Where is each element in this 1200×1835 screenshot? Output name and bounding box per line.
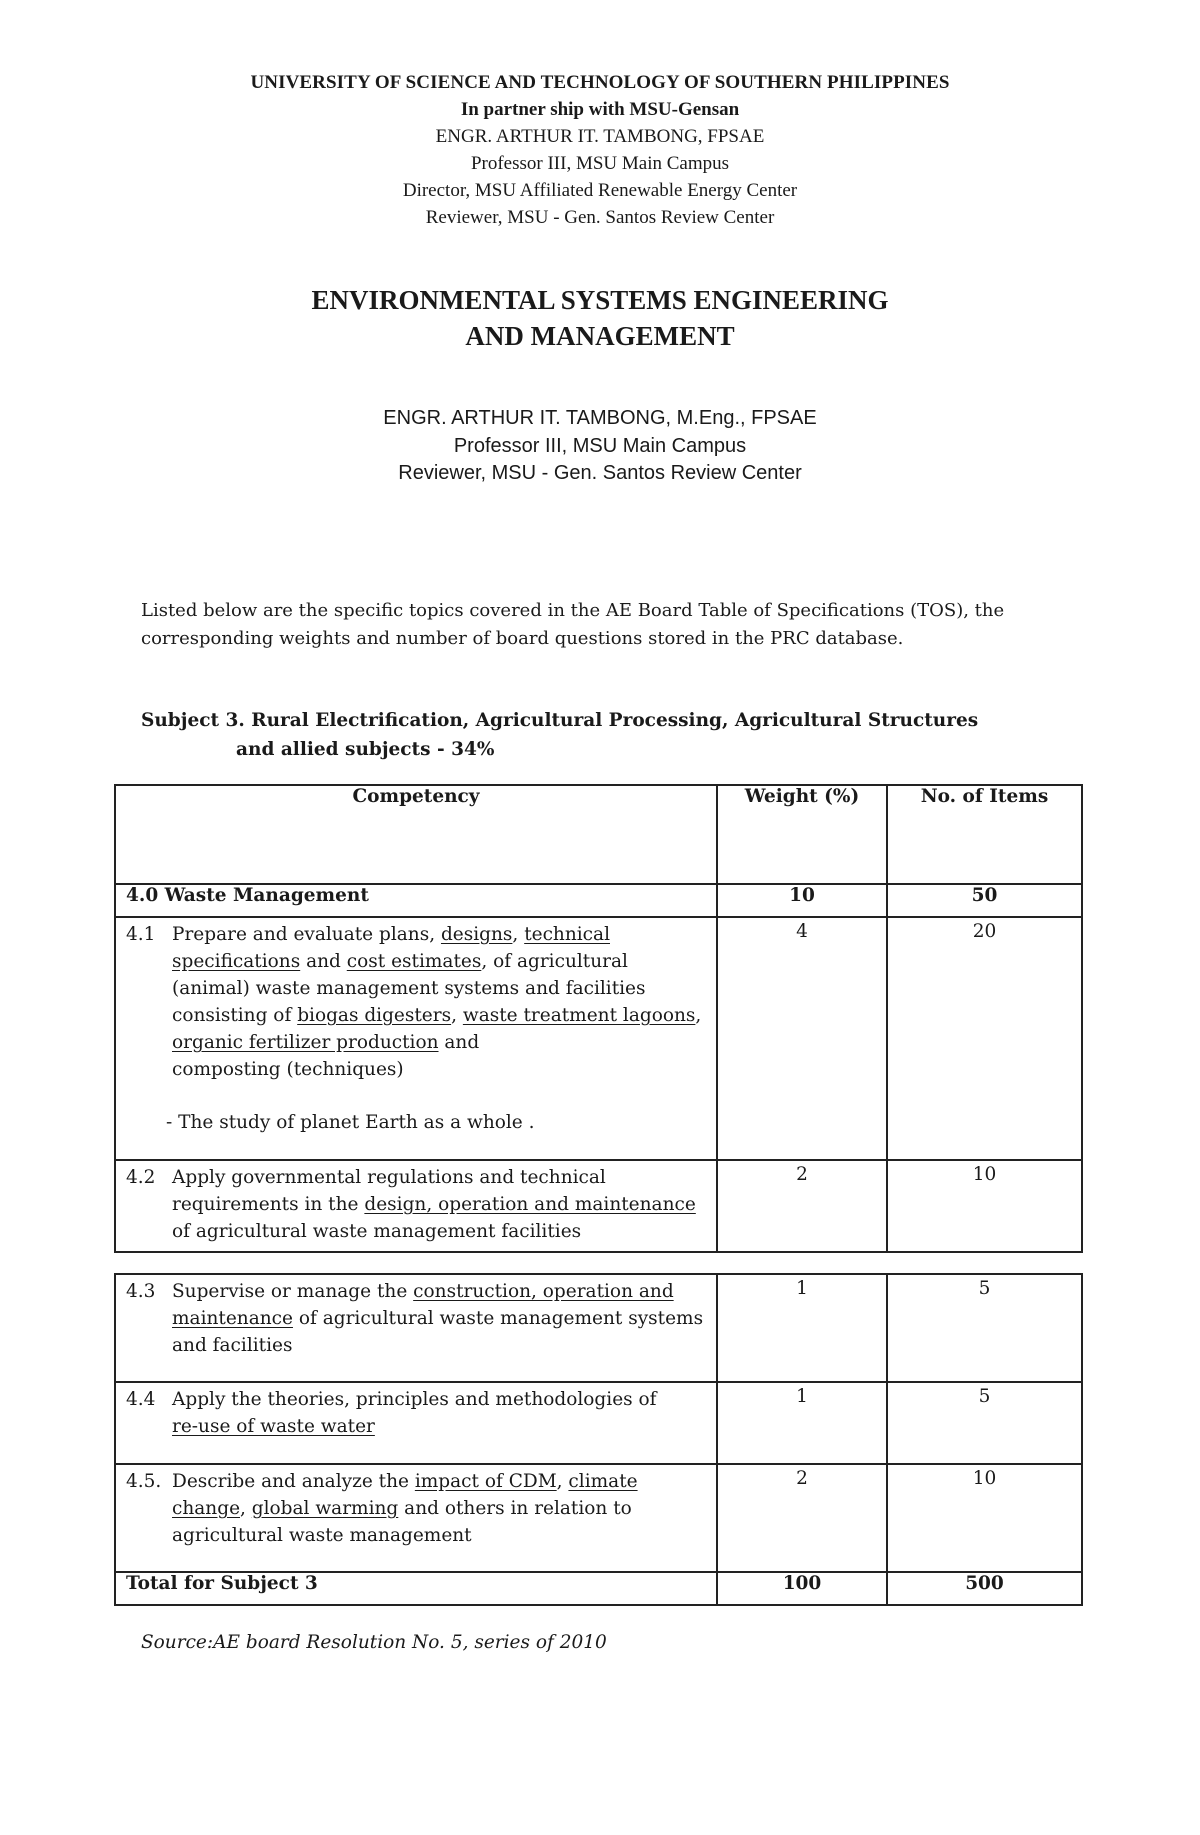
item-number: 4.5.: [126, 1471, 162, 1492]
header-competency: Competency: [115, 785, 717, 884]
source-note: Source:AE board Resolution No. 5, series of 2010: [141, 1632, 607, 1653]
weight-cell: 1: [717, 1274, 887, 1382]
table-row: [115, 1274, 1082, 1382]
section-label: 4.0 Waste Management: [115, 884, 717, 917]
competency-note: - The study of planet Earth as a whole .: [166, 1112, 535, 1133]
title-line-1: ENVIRONMENTAL SYSTEMS ENGINEERING: [311, 285, 889, 315]
items-cell: 10: [887, 1160, 1082, 1252]
author-name: ENGR. ARTHUR IT. TAMBONG, M.Eng., FPSAE: [383, 407, 817, 429]
table-header-row: [115, 785, 1082, 884]
table-row: [115, 1464, 1082, 1572]
header-position-2: Director, MSU Affiliated Renewable Energy Center: [402, 180, 798, 201]
section-items: 50: [887, 884, 1082, 917]
weight-cell: 2: [717, 1160, 887, 1252]
section-weight: 10: [717, 884, 887, 917]
item-number: 4.4: [126, 1389, 156, 1410]
header-position-1: Professor III, MSU Main Campus: [470, 153, 730, 174]
item-number: 4.3: [126, 1281, 156, 1302]
subject-line-1: Subject 3. Rural Electrification, Agricultural Processing, Agricultural Structures: [141, 710, 979, 731]
total-items: 500: [887, 1572, 1082, 1605]
table-row: [115, 1382, 1082, 1464]
table-row: [115, 1160, 1082, 1252]
author-position-1: Professor III, MSU Main Campus: [453, 435, 747, 457]
tos-table-part-2: [114, 1273, 1083, 1606]
header-position-3: Reviewer, MSU - Gen. Santos Review Center: [425, 207, 775, 228]
total-weight: 100: [717, 1572, 887, 1605]
weight-cell: 4: [717, 917, 887, 1160]
table-row: [115, 917, 1082, 1160]
competency-4-5: 4.5. Describe and analyze the impact of CDM, climate change, global warming and others in relation to agricultural waste management: [116, 1465, 716, 1555]
subject-heading: [141, 706, 1081, 764]
items-cell: 5: [887, 1382, 1082, 1464]
item-number: 4.2: [126, 1167, 156, 1188]
header-items: No. of Items: [887, 785, 1082, 884]
items-cell: 20: [887, 917, 1082, 1160]
intro-paragraph: Listed below are the specific topics covered in the AE Board Table of Specifications (TOS), the corresponding weights and number of board questions stored in the PRC database.: [141, 600, 1005, 649]
competency-4-3: 4.3 Supervise or manage the construction, operation and maintenance of agricultural waste management systems and facilities: [116, 1275, 716, 1365]
header-weight: Weight (%): [717, 785, 887, 884]
weight-cell: 2: [717, 1464, 887, 1572]
document-title: [0, 282, 1200, 354]
item-number: 4.1: [126, 924, 156, 945]
subject-line-2: and allied subjects - 34%: [236, 739, 495, 760]
section-row: [115, 884, 1082, 917]
weight-cell: 1: [717, 1382, 887, 1464]
items-cell: 5: [887, 1274, 1082, 1382]
author-position-2: Reviewer, MSU - Gen. Santos Review Center: [398, 462, 802, 484]
items-cell: 10: [887, 1464, 1082, 1572]
header-author-name: ENGR. ARTHUR IT. TAMBONG, FPSAE: [435, 126, 765, 147]
total-row: [115, 1572, 1082, 1605]
total-label: Total for Subject 3: [115, 1572, 717, 1605]
title-line-2: AND MANAGEMENT: [465, 321, 735, 351]
partnership-line: In partner ship with MSU-Gensan: [460, 99, 740, 120]
competency-4-4: 4.4 Apply the theories, principles and methodologies of re-use of waste water: [116, 1383, 716, 1446]
competency-4-1: 4.1 Prepare and evaluate plans, designs, technical specifications and cost estimates, of agricultural (animal) waste management systems and facilities consisting of biogas digesters, waste treatment lagoons, organic fertilizer production and composting (techniques) - The study of planet Earth as a whole .: [116, 918, 716, 1142]
university-name: UNIVERSITY OF SCIENCE AND TECHNOLOGY OF SOUTHERN PHILIPPINES: [250, 72, 950, 93]
competency-4-2: 4.2 Apply governmental regulations and technical requirements in the design, operation and maintenance of agricultural waste management facilities: [116, 1161, 716, 1251]
tos-table-part-1: [114, 784, 1083, 1253]
